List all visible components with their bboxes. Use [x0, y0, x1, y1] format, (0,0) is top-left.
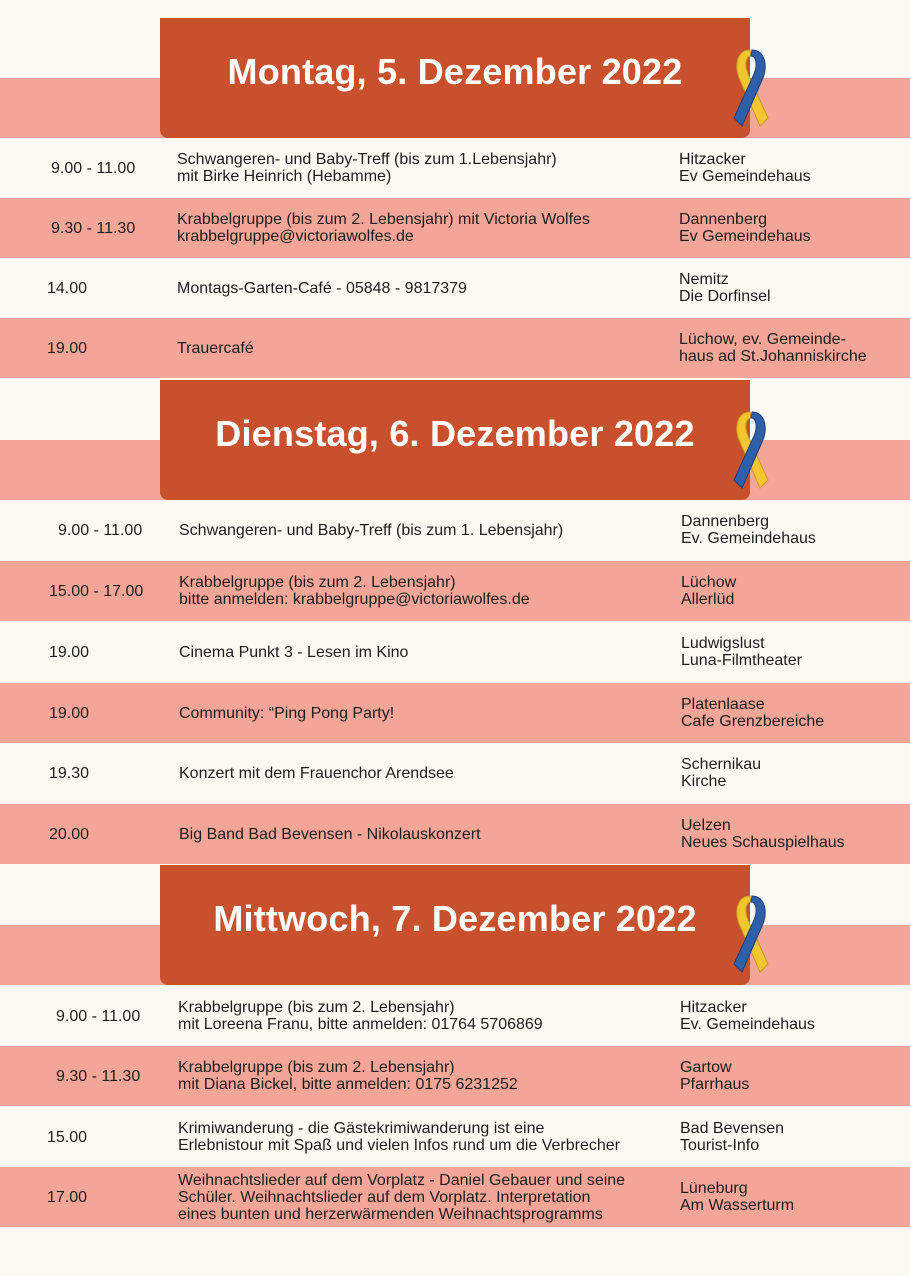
description-line: mit Diana Bickel, bitte anmelden: 0175 6231252	[178, 1076, 518, 1093]
event-time: 15.00 - 17.00	[49, 582, 144, 600]
event-time: 9.00 - 11.00	[51, 159, 136, 177]
location-line: Luna-Filmtheater	[681, 652, 802, 669]
event-location	[681, 743, 761, 803]
ukraine-ribbon-icon	[726, 46, 776, 132]
event-row	[0, 1167, 910, 1227]
description-line: Krabbelgruppe (bis zum 2. Lebensjahr) mit Victoria Wolfes	[177, 211, 590, 228]
day-title: Montag, 5. Dezember 2022	[227, 51, 683, 92]
event-time: 19.00	[49, 704, 90, 722]
location-line: Ev Gemeindehaus	[679, 228, 811, 245]
event-row	[0, 198, 910, 258]
day-header	[160, 18, 750, 138]
description-line: krabbelgruppe@victoriawolfes.de	[177, 228, 414, 245]
event-location	[679, 258, 771, 318]
location-line: Ev. Gemeindehaus	[681, 530, 816, 547]
event-description	[179, 561, 530, 621]
description-line: eines bunten und herzerwärmenden Weihnachtsprogramms	[178, 1205, 603, 1223]
event-description	[178, 1046, 518, 1106]
day-title: Dienstag, 6. Dezember 2022	[215, 413, 695, 454]
event-time: 9.00 - 11.00	[58, 521, 143, 539]
location-line: Allerlüd	[681, 591, 735, 608]
event-time: 15.00	[47, 1128, 88, 1146]
location-line: Bad Bevensen	[680, 1120, 785, 1137]
location-line: Gartow	[680, 1059, 732, 1076]
event-description	[178, 1107, 620, 1167]
event-location	[679, 318, 867, 378]
event-description	[177, 138, 557, 198]
location-line: Nemitz	[679, 271, 729, 288]
event-time: 19.30	[49, 764, 90, 782]
description-line: Montags-Garten-Café - 05848 - 9817379	[177, 279, 467, 297]
description-line: Weihnachtslieder auf dem Vorplatz - Daniel Gebauer und seine	[178, 1171, 626, 1189]
event-row	[0, 986, 910, 1046]
event-description	[179, 622, 408, 682]
description-line: Trauercafé	[177, 339, 254, 357]
location-line: Dannenberg	[681, 513, 770, 530]
description-line: Big Band Bad Bevensen - Nikolauskonzert	[179, 825, 481, 843]
location-line: Neues Schauspielhaus	[681, 834, 845, 851]
description-line: Schüler. Weihnachtslieder auf dem Vorplatz. Interpretation	[178, 1188, 591, 1206]
description-line: Krabbelgruppe (bis zum 2. Lebensjahr)	[178, 999, 455, 1016]
event-time: 9.00 - 11.00	[56, 1007, 141, 1025]
description-line: Community: “Ping Pong Party!	[179, 704, 395, 722]
description-line: Krimiwanderung - die Gästekrimiwanderung ist eine	[178, 1120, 545, 1137]
event-location	[680, 986, 815, 1046]
location-line: Lüchow	[681, 574, 737, 591]
event-row	[0, 500, 910, 560]
event-description	[177, 318, 254, 378]
location-line: Hitzacker	[679, 151, 746, 168]
event-location	[679, 138, 811, 198]
event-time: 17.00	[47, 1188, 88, 1206]
event-description	[179, 683, 394, 743]
location-line: Uelzen	[681, 817, 731, 834]
event-time: 19.00	[49, 643, 90, 661]
location-line: Lüchow, ev. Gemeinde-	[679, 331, 846, 348]
description-line: mit Birke Heinrich (Hebamme)	[177, 168, 392, 185]
location-line: Kirche	[681, 773, 727, 790]
location-line: haus ad St.Johanniskirche	[679, 348, 867, 365]
event-time: 14.00	[47, 279, 88, 297]
location-line: Lüneburg	[680, 1180, 748, 1197]
event-time: 19.00	[47, 339, 88, 357]
description-line: Konzert mit dem Frauenchor Arendsee	[179, 764, 454, 782]
day-title: Mittwoch, 7. Dezember 2022	[213, 898, 697, 939]
event-time: 9.30 - 11.30	[56, 1067, 141, 1085]
location-line: Am Wasserturm	[680, 1197, 795, 1214]
event-location	[681, 500, 816, 560]
location-line: Ludwigslust	[681, 635, 765, 652]
event-location	[680, 1167, 794, 1227]
event-row	[0, 622, 910, 682]
location-line: Schernikau	[681, 756, 762, 773]
ukraine-ribbon-icon	[726, 892, 776, 978]
day-header	[160, 865, 750, 985]
event-description	[178, 1167, 625, 1227]
event-description	[179, 804, 481, 864]
event-row	[0, 1046, 910, 1106]
event-description	[177, 258, 467, 318]
event-row	[0, 683, 910, 743]
event-location	[681, 804, 845, 864]
event-row	[0, 743, 910, 803]
description-line: mit Loreena Franu, bitte anmelden: 01764 5706869	[178, 1016, 543, 1033]
event-time: 20.00	[49, 825, 90, 843]
description-line: Krabbelgruppe (bis zum 2. Lebensjahr)	[178, 1059, 455, 1076]
description-line: Schwangeren- und Baby-Treff (bis zum 1.Lebensjahr)	[177, 151, 557, 168]
event-row	[0, 138, 910, 198]
event-time: 9.30 - 11.30	[51, 219, 136, 237]
description-line: bitte anmelden: krabbelgruppe@victoriawolfes.de	[179, 591, 530, 608]
description-line: Cinema Punkt 3 - Lesen im Kino	[179, 643, 409, 661]
location-line: Die Dorfinsel	[679, 288, 771, 305]
event-row	[0, 258, 910, 318]
event-location	[681, 683, 824, 743]
event-location	[680, 1046, 749, 1106]
description-line: Erlebnistour mit Spaß und vielen Infos rund um die Verbrecher	[178, 1137, 621, 1154]
event-row	[0, 804, 910, 864]
event-location	[680, 1107, 784, 1167]
event-description	[179, 743, 454, 803]
location-line: Cafe Grenzbereiche	[681, 713, 825, 730]
location-line: Hitzacker	[680, 999, 747, 1016]
day-header	[160, 380, 750, 500]
event-location	[679, 198, 811, 258]
event-row	[0, 1107, 910, 1167]
location-line: Ev Gemeindehaus	[679, 168, 811, 185]
description-line: Schwangeren- und Baby-Treff (bis zum 1. Lebensjahr)	[179, 521, 564, 539]
event-description	[178, 986, 543, 1046]
location-line: Dannenberg	[679, 211, 768, 228]
location-line: Platenlaase	[681, 696, 765, 713]
event-description	[177, 198, 590, 258]
location-line: Ev. Gemeindehaus	[680, 1016, 815, 1033]
location-line: Pfarrhaus	[680, 1076, 750, 1093]
event-row	[0, 318, 910, 378]
location-line: Tourist-Info	[680, 1137, 760, 1154]
event-description	[179, 500, 563, 560]
event-row	[0, 561, 910, 621]
description-line: Krabbelgruppe (bis zum 2. Lebensjahr)	[179, 574, 456, 591]
event-location	[681, 622, 802, 682]
ukraine-ribbon-icon	[726, 408, 776, 494]
event-location	[681, 561, 736, 621]
